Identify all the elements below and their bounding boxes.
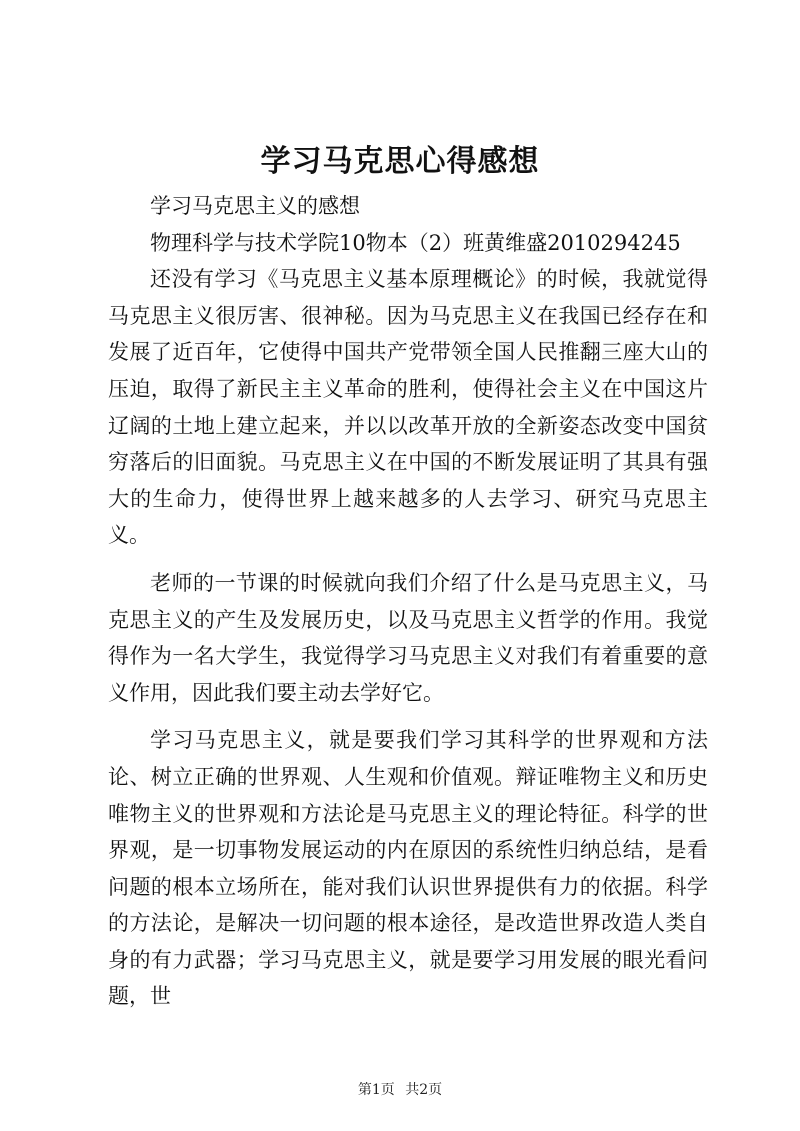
paragraph: 还没有学习《马克思主义基本原理概论》的时候，我就觉得马克思主义很厉害、很神秘。因为马克思主义在我国已经存在和发展了近百年，它使得中国共产党带领全国人民推翻三座大山的压迫，取得了新民主主义革命的胜利，使得社会主义在中国这片辽阔的土地上建立起来，并以以改革开放的全新姿态改变中国贫穷落后的旧面貌。马克思主义在中国的不断发展证明了其具有强大的生命力，使得世界上越来越多的人去学习、研究马克思主义。 (108, 267, 708, 548)
document-body (108, 188, 708, 1015)
page-total: 共2页 (405, 1082, 443, 1098)
paragraph: 学习马克思主义，就是要我们学习其科学的世界观和方法论、树立正确的世界观、人生观和价值观。辩证唯物主义和历史唯物主义的世界观和方法论是马克思主义的理论特征。科学的世界观，是一切事物发展运动的内在原因的系统性归纳总结，是看问题的根本立场所在，能对我们认识世界提供有力的依据。科学的方法论，是解决一切问题的根本途径，是改造世界改造人类自身的有力武器；学习马克思主义，就是要学习用发展的眼光看问题，世 (108, 728, 708, 1009)
paragraph-author-line: 物理科学与技术学院10物本（2）班黄维盛2010294245 (150, 230, 681, 255)
page-number: 第1页 (357, 1082, 395, 1098)
paragraph: 老师的一节课的时候就向我们介绍了什么是马克思主义，马克思主义的产生及发展历史，以及马克思主义哲学的作用。我觉得作为一名大学生，我觉得学习马克思主义对我们有着重要的意义作用，因此我们要主动去学好它。 (108, 570, 708, 705)
page-footer (0, 1079, 800, 1099)
document-title: 学习马克思心得感想 (260, 144, 540, 179)
paragraph-subtitle: 学习马克思主义的感想 (150, 194, 360, 218)
